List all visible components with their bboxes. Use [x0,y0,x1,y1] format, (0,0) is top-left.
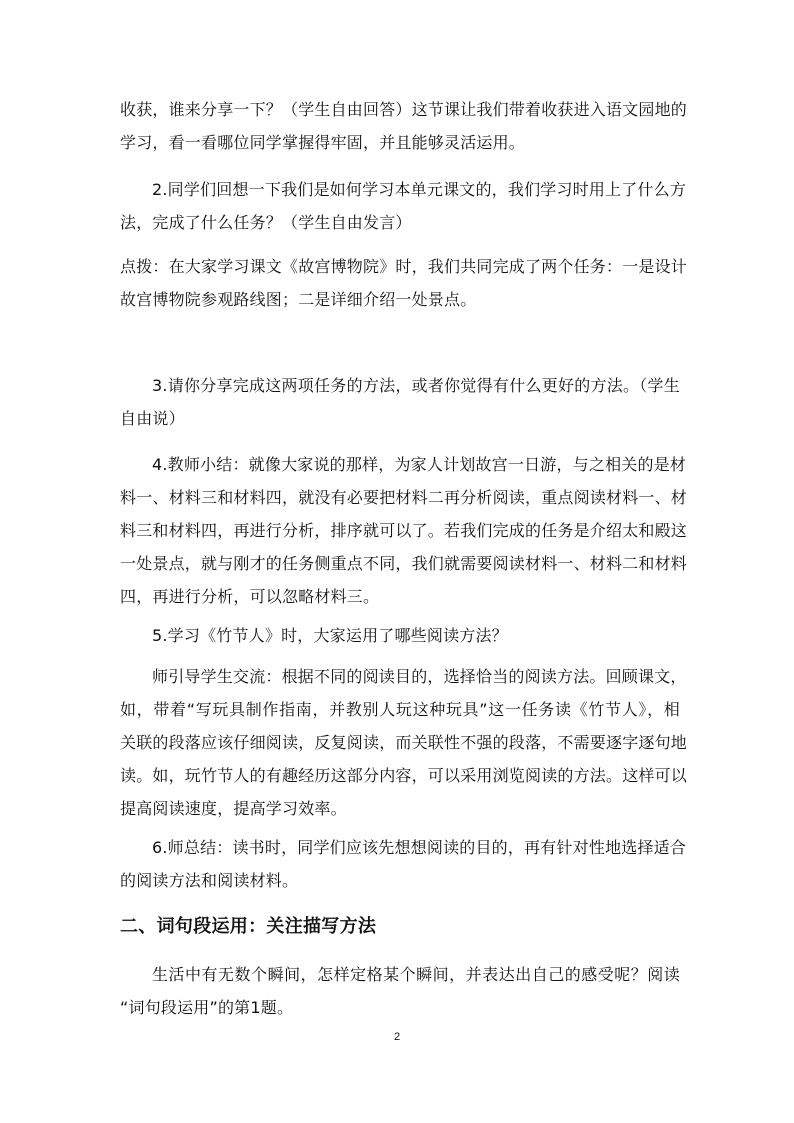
paragraph-line: 读。如，玩竹节人的有趣经历这部分内容，可以采用浏览阅读的方法。这样可以 [120,766,688,785]
paragraph-line: 料一、材料三和材料四，就没有必要把材料二再分析阅读，重点阅读材料一、材 [120,488,688,507]
page-number: 2 [393,1031,401,1043]
paragraph-line: 料三和材料四，再进行分析，排序就可以了。若我们完成的任务是介绍太和殿这 [120,521,688,540]
paragraph-line: 3.请你分享完成这两项任务的方法，或者你觉得有什么更好的方法。（学生 [152,376,680,395]
paragraph-line: 提高阅读速度，提高学习效率。 [120,799,347,818]
paragraph-line: 一处景点，就与刚才的任务侧重点不同，我们就需要阅读材料一、材料二和材料 [120,554,688,573]
paragraph-line: “词句段运用”的第1题。 [120,998,294,1017]
paragraph-line: 生活中有无数个瞬间，怎样定格某个瞬间，并表达出自己的感受呢？阅读 [152,965,680,984]
paragraph-line: 自由说） [120,409,185,428]
paragraph-line: 四，再进行分析，可以忽略材料三。 [120,587,380,606]
paragraph-line: 的阅读方法和阅读材料。 [120,871,299,890]
section-heading: 二、词句段运用：关注描写方法 [120,916,377,937]
paragraph-line: 4.教师小结：就像大家说的那样，为家人计划故宫一日游，与之相关的是材 [152,455,687,474]
paragraph-line: 收获，谁来分享一下？（学生自由回答）这节课让我们带着收获进入语文园地的 [120,100,688,119]
paragraph-line: 法，完成了什么任务？（学生自由发言） [120,213,412,232]
paragraph-line: 故宫博物院参观路线图；二是详细介绍一处景点。 [120,290,477,309]
paragraph-line: 学习，看一看哪位同学掌握得牢固，并且能够灵活运用。 [120,133,526,152]
paragraph-line: 关联的段落应该仔细阅读，反复阅读，而关联性不强的段落，不需要逐字逐句地 [120,733,688,752]
paragraph-line: 6.师总结：读书时，同学们应该先想想阅读的目的，再有针对性地选择适合 [152,838,687,857]
paragraph-line: 2.同学们回想一下我们是如何学习本单元课文的，我们学习时用上了什么方 [152,180,687,199]
paragraph-line: 点拨：在大家学习课文《故宫博物院》时，我们共同完成了两个任务：一是设计 [120,257,688,276]
paragraph-line: 如，带着“写玩具制作指南，并教别人玩这种玩具”这一任务读《竹节人》，相 [120,700,680,719]
paragraph-line: 5.学习《竹节人》时，大家运用了哪些阅读方法？ [152,626,508,645]
paragraph-line: 师引导学生交流：根据不同的阅读目的，选择恰当的阅读方法。回顾课文， [152,667,687,686]
